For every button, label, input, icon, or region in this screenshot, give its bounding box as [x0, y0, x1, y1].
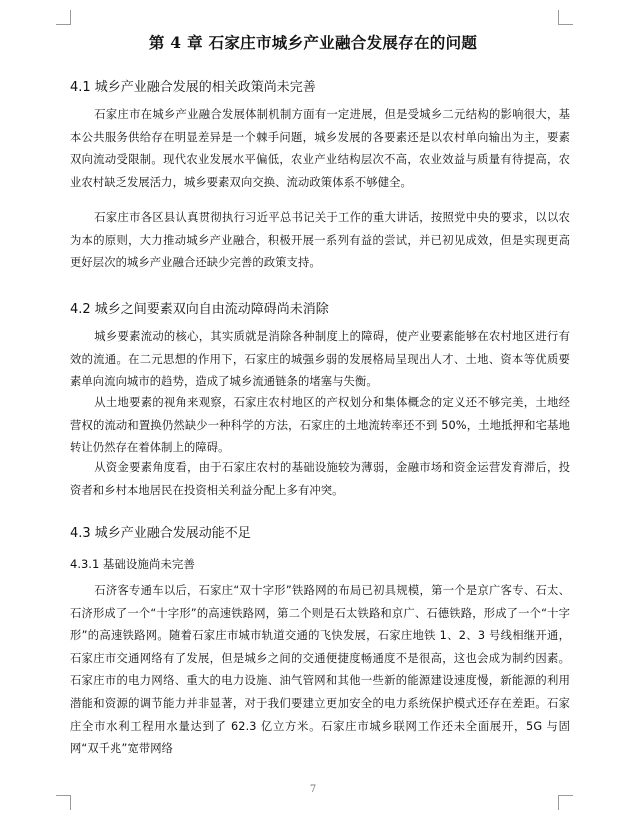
- paragraph: 从土地要素的视角来观察，石家庄农村地区的产权划分和集体概念的定义还不够完美，土地经营权的流动和置换仍然缺少一种科学的方法，石家庄的土地流转率还不到 50%，土地抵押和宅基地转让仍然存在着体制上的障碍。: [70, 396, 570, 455]
- page-number: 7: [309, 784, 317, 795]
- paragraph: 城乡要素流动的核心，其实质就是消除各种制度上的障碍，使产业要素能够在农村地区进行有效的流通。在二元思想的作用下，石家庄的城强乡弱的发展格局呈现出人才、土地、资本等优质要素单向流向城市的趋势，造成了城乡流通链条的堵塞与失衡。: [70, 330, 570, 389]
- paragraph: 从资金要素角度看，由于石家庄农村的基础设施较为薄弱，金融市场和资金运营发育滞后，投资者和乡村本地居民在投资相关利益分配上多有冲突。: [70, 461, 570, 497]
- chapter-title: 第 4 章 石家庄市城乡产业融合发展存在的问题: [148, 33, 478, 52]
- crop-mark-top-right: [558, 10, 573, 25]
- section-heading-4-1: 4.1 城乡产业融合发展的相关政策尚未完善: [70, 80, 316, 95]
- section-heading-4-3: 4.3 城乡产业融合发展动能不足: [70, 526, 251, 541]
- crop-mark-bottom-right: [558, 795, 573, 810]
- subsection-heading-4-3-1: 4.3.1 基础设施尚未完善: [70, 557, 195, 571]
- paragraph: 石家庄市各区县认真贯彻执行习近平总书记关于工作的重大讲话，按照党中央的要求，以以农为本的原则，大力推动城乡产业融合，积极开展一系列有益的尝试，并已初见成效，但是实现更高更好层次的城乡产业融合还缺少完善的政策支持。: [70, 211, 570, 270]
- section-heading-4-2: 4.2 城乡之间要素双向自由流动障碍尚未消除: [70, 302, 329, 317]
- crop-mark-top-left: [56, 10, 71, 25]
- crop-mark-bottom-left: [56, 795, 71, 810]
- paragraph: 石济客专通车以后，石家庄“双十字形”铁路网的布局已初具规模，第一个是京广客专、石太、石济形成了一个“十字形”的高速铁路网，第二个则是石太铁路和京广、石德铁路，形成了一个“十字形”的高速铁路网。随着石家庄市城市轨道交通的飞快发展，石家庄地铁 1、2、3 号线相继开通，石家庄市交通网络有了发展，但是城乡之间的交通便捷度畅通度不是很高，这也会成为制约因素。石家庄市的电力网络、重大的电力设施、油气管网和其他一些新的能源建设速度慢，新能源的利用潜能和资源的调节能力并非显著，对于我们要建立更加安全的电力系统保护模式还存在差距。石家庄全市水利工程用水量达到了 62.3 亿立方米。石家庄市城乡联网工作还未全面展开，5G 与固网“双千兆”宽带网络: [70, 584, 570, 756]
- paragraph: 石家庄市在城乡产业融合发展体制机制方面有一定进展，但是受城乡二元结构的影响很大，基本公共服务供给存在明显差异是一个棘手问题，城乡发展的各要素还是以农村单向输出为主，要素双向流动受限制。现代农业发展水平偏低，农业产业结构层次不高，农业效益与质量有待提高，农业农村缺乏发展活力，城乡要素双向交换、流动政策体系不够健全。: [70, 108, 570, 189]
